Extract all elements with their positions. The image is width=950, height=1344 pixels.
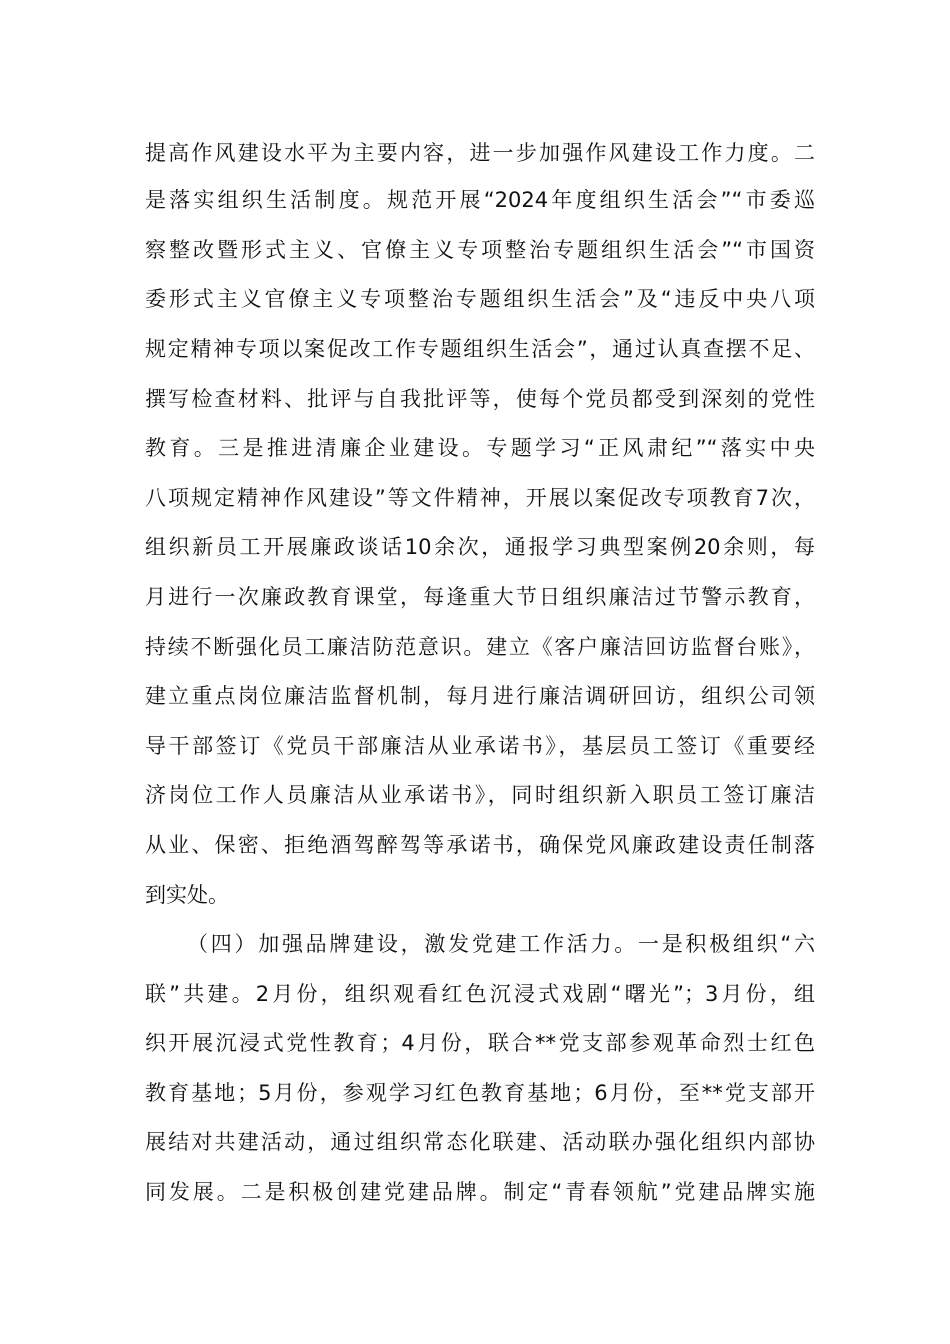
text-line: 教育。三是推进清廉企业建设。专题学习“正风肃纪”“落实中央 — [145, 436, 815, 460]
text-line: 组织新员工开展廉政谈话10余次，通报学习典型案例20余则，每 — [145, 535, 815, 559]
text-line: 联”共建。2月份，组织观看红色沉浸式戏剧“曙光”；3月份，组 — [145, 982, 815, 1006]
text-line: 到实处。 — [145, 883, 229, 907]
section-heading-line: （四）加强品牌建设，激发党建工作活力。一是积极组织“六 — [187, 932, 815, 956]
text-line: 撰写检查材料、批评与自我批评等，使每个党员都受到深刻的党性 — [145, 387, 815, 411]
text-line: 察整改暨形式主义、官僚主义专项整治专题组织生活会”“市国资 — [145, 238, 815, 262]
text-line: 导干部签订《党员干部廉洁从业承诺书》，基层员工签订《重要经 — [145, 734, 815, 758]
text-line: 从业、保密、拒绝酒驾醉驾等承诺书，确保党风廉政建设责任制落 — [145, 833, 815, 857]
text-line: 同发展。二是积极创建党建品牌。制定“青春领航”党建品牌实施 — [145, 1180, 815, 1204]
text-line: 教育基地；5月份，参观学习红色教育基地；6月份，至**党支部开 — [145, 1081, 815, 1105]
text-line: 是落实组织生活制度。规范开展“2024年度组织生活会”“市委巡 — [145, 188, 815, 212]
text-line: 展结对共建活动，通过组织常态化联建、活动联办强化组织内部协 — [145, 1130, 815, 1154]
text-line: 月进行一次廉政教育课堂，每逢重大节日组织廉洁过节警示教育， — [145, 585, 815, 609]
text-line: 济岗位工作人员廉洁从业承诺书》，同时组织新入职员工签订廉洁 — [145, 783, 815, 807]
text-line: 八项规定精神作风建设”等文件精神，开展以案促改专项教育7次， — [145, 486, 815, 510]
text-line: 规定精神专项以案促改工作专题组织生活会”，通过认真查摆不足、 — [145, 337, 815, 361]
text-line: 建立重点岗位廉洁监督机制，每月进行廉洁调研回访，组织公司领 — [145, 684, 815, 708]
text-line: 织开展沉浸式党性教育；4月份，联合**党支部参观革命烈士红色 — [145, 1031, 815, 1055]
text-line: 持续不断强化员工廉洁防范意识。建立《客户廉洁回访监督台账》， — [145, 635, 815, 659]
text-line: 委形式主义官僚主义专项整治专题组织生活会”及“违反中央八项 — [145, 287, 815, 311]
text-line: 提高作风建设水平为主要内容，进一步加强作风建设工作力度。二 — [145, 141, 815, 165]
